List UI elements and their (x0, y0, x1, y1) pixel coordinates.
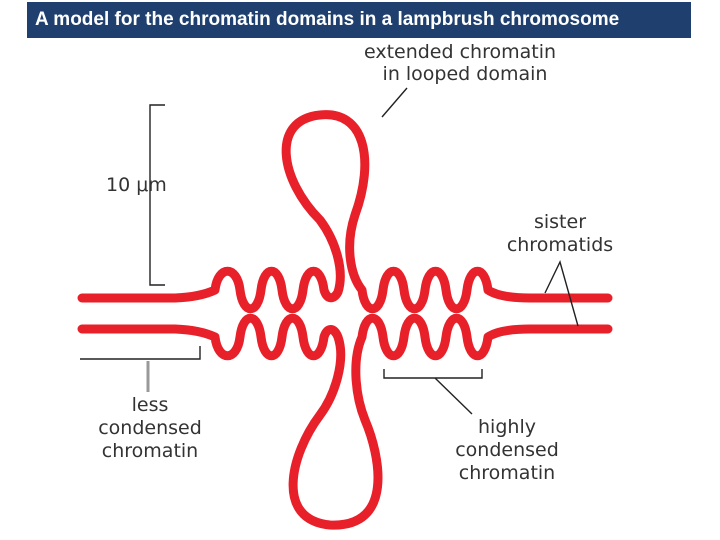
sister-chromatids-label-line1: sister (533, 211, 587, 233)
highly-condensed-bracket (384, 369, 482, 378)
slide-title: A model for the chromatin domains in a lampbrush chromosome (27, 2, 691, 38)
looped-domain-label-line1: extended chromatin (363, 41, 557, 63)
less-condensed-label-line2: condensed (98, 417, 202, 439)
looped-domain-label-line2: in looped domain (382, 63, 548, 85)
less-condensed-label-line3: chromatin (101, 440, 199, 462)
sister-chromatids-label-line2: chromatids (506, 234, 614, 256)
less-condensed-bracket (80, 346, 200, 359)
upper-chromatid (82, 115, 608, 309)
highly-condensed-label-line2: condensed (455, 439, 559, 461)
looped-domain-pointer (382, 88, 407, 117)
highly-condensed-label-line3: chromatin (458, 462, 556, 484)
highly-condensed-label-line1: highly (478, 416, 536, 438)
less-condensed-label-line1: less (131, 394, 169, 416)
scale-label: 10 μm (106, 174, 167, 196)
highly-condensed-pointer (435, 378, 472, 414)
